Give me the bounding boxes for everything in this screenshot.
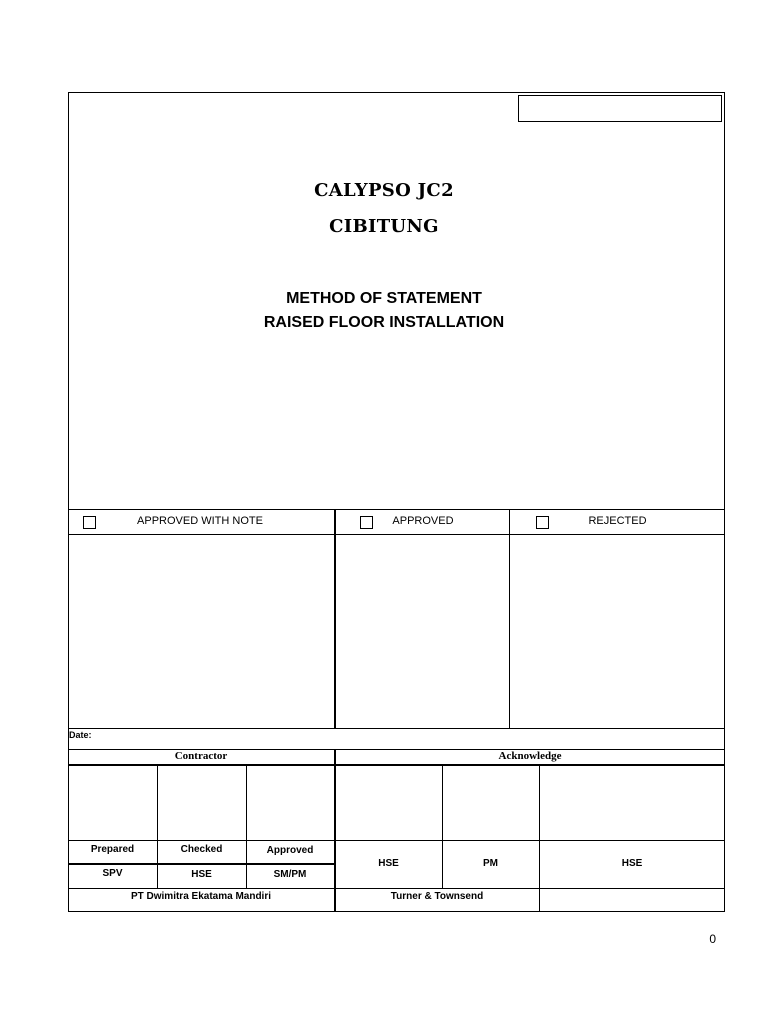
document-title-line1: METHOD OF STATEMENT [286,290,482,307]
divider [68,888,725,889]
divider [442,764,443,888]
contractor-role-prepared: Prepared [90,844,135,855]
page-number: 0 [709,932,716,946]
approved-with-note-checkbox[interactable] [83,516,96,529]
project-location: CIBITUNG [329,216,439,237]
acknowledge-position-hse: HSE [378,858,399,869]
document-title-line2: RAISED FLOOR INSTALLATION [263,314,505,331]
rejected-label: REJECTED [588,515,647,527]
contractor-position-smpm: SM/PM [273,869,307,880]
contractor-role-approved: Approved [266,845,314,856]
acknowledge-company: Turner & Townsend [390,891,484,902]
divider [539,764,540,912]
divider [68,840,725,841]
acknowledge-position-hse-2: HSE [621,858,643,869]
divider [68,728,725,729]
divider [334,509,336,728]
approved-with-note-label: APPROVED WITH NOTE [137,515,263,527]
approved-label: APPROVED [392,515,454,527]
project-name: CALYPSO JC2 [314,180,454,201]
divider [68,764,725,766]
divider [68,534,725,535]
form-frame [68,92,725,912]
acknowledge-position-pm: PM [483,858,498,869]
acknowledge-header: Acknowledge [498,750,562,762]
contractor-header: Contractor [174,750,228,762]
contractor-position-hse: HSE [191,869,212,880]
contractor-role-checked: Checked [180,844,223,855]
date-label: Date: [69,730,92,740]
approved-checkbox[interactable] [360,516,373,529]
contractor-company: PT Dwimitra Ekatama Mandiri [130,891,272,902]
divider [68,863,334,865]
rejected-checkbox[interactable] [536,516,549,529]
divider [68,509,725,510]
divider [509,509,510,728]
contractor-position-spv: SPV [102,868,123,879]
